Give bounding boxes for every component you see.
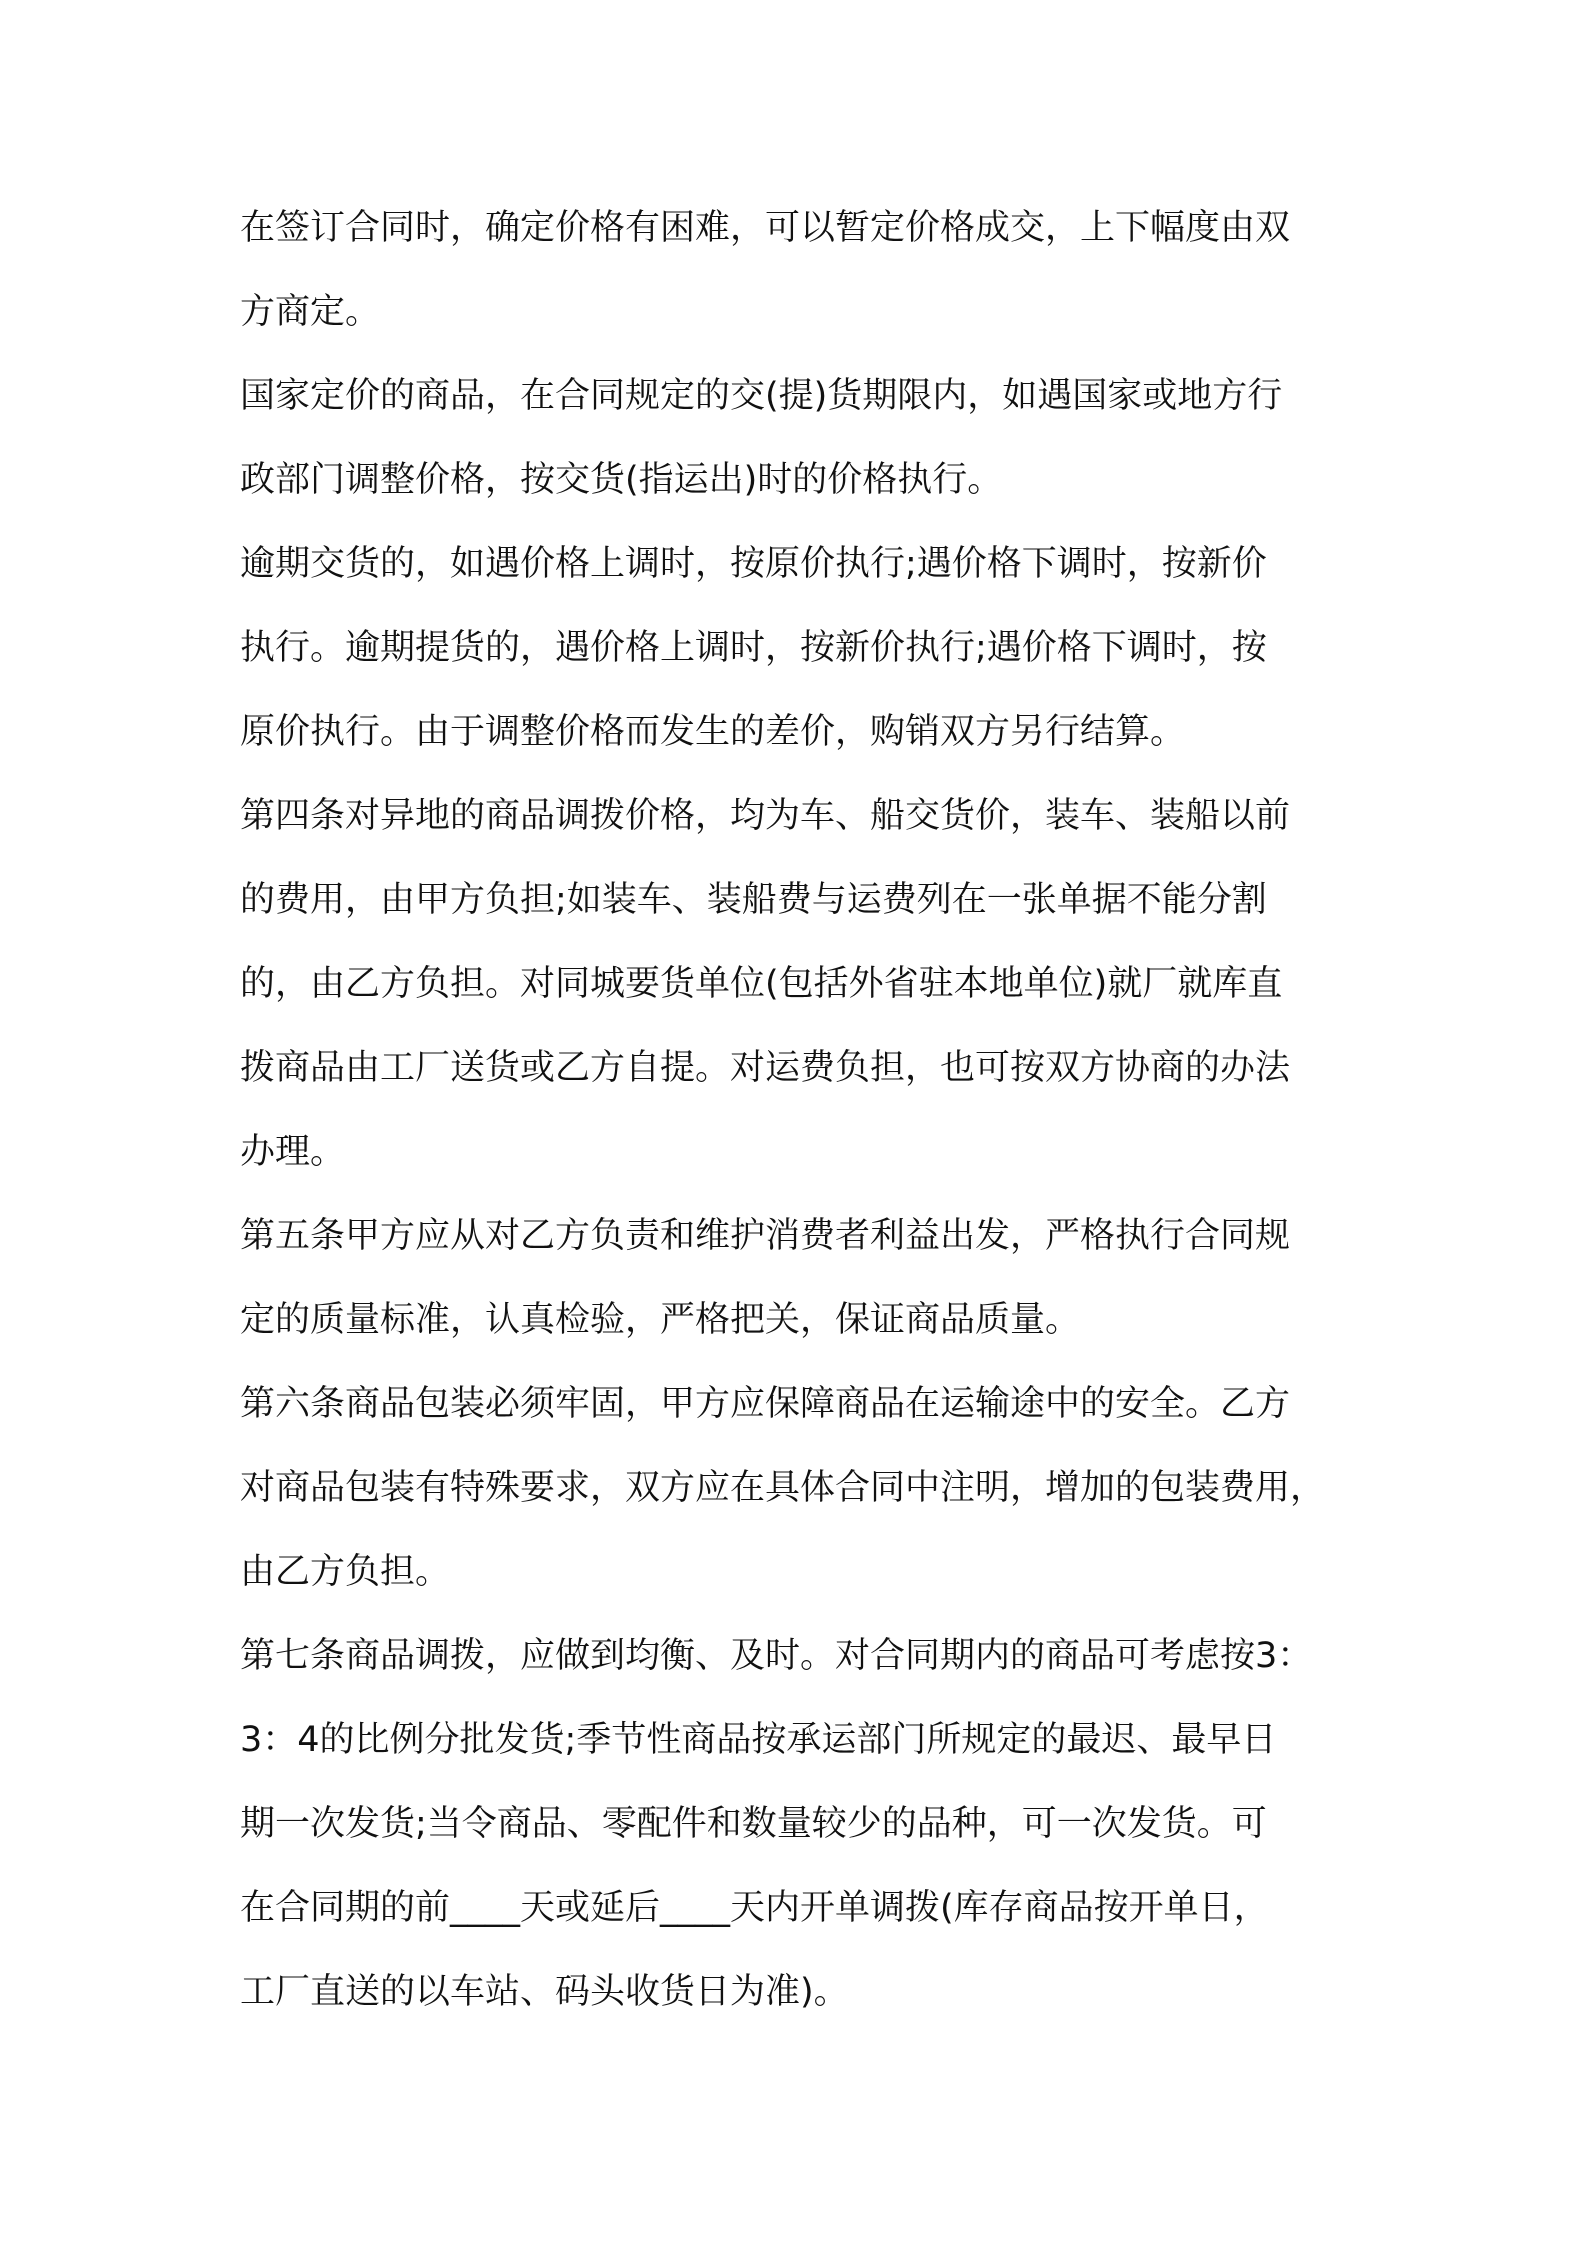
text-line: 期一次发货;当令商品、零配件和数量较少的品种，可一次发货。可 xyxy=(240,1804,1267,1844)
text-line: 原价执行。由于调整价格而发生的差价，购销双方另行结算。 xyxy=(240,712,1186,752)
text-line: 执行。逾期提货的，遇价格上调时，按新价执行;遇价格下调时，按 xyxy=(240,628,1267,668)
text-line: 第七条商品调拨，应做到均衡、及时。对合同期内的商品可考虑按3： xyxy=(240,1636,1313,1676)
text-line: 在签订合同时，确定价格有困难，可以暂定价格成交，上下幅度由双 xyxy=(240,208,1291,248)
text-line: 3：4的比例分批发货;季节性商品按承运部门所规定的最迟、最早日 xyxy=(240,1720,1277,1760)
text-line: 第四条对异地的商品调拨价格，均为车、船交货价，装车、装船以前 xyxy=(240,796,1291,836)
text-line: 对商品包装有特殊要求，双方应在具体合同中注明，增加的包装费用， xyxy=(240,1468,1326,1508)
text-line: 逾期交货的，如遇价格上调时，按原价执行;遇价格下调时，按新价 xyxy=(240,544,1267,584)
text-line: 工厂直送的以车站、码头收货日为准)。 xyxy=(240,1972,849,2012)
text-line: 拨商品由工厂送货或乙方自提。对运费负担，也可按双方协商的办法 xyxy=(240,1048,1291,1088)
text-line: 定的质量标准，认真检验，严格把关，保证商品质量。 xyxy=(240,1300,1081,1340)
text-line: 在合同期的前____天或延后____天内开单调拨(库存商品按开单日， xyxy=(240,1888,1269,1928)
text-line: 第六条商品包装必须牢固，甲方应保障商品在运输途中的安全。乙方 xyxy=(240,1384,1291,1424)
text-line: 政部门调整价格，按交货(指运出)时的价格执行。 xyxy=(240,460,1003,500)
text-line: 办理。 xyxy=(240,1132,346,1172)
text-line: 由乙方负担。 xyxy=(240,1552,451,1592)
text-line: 方商定。 xyxy=(240,292,381,332)
text-line: 的，由乙方负担。对同城要货单位(包括外省驻本地单位)就厂就库直 xyxy=(240,964,1283,1004)
text-line: 的费用，由甲方负担;如装车、装船费与运费列在一张单据不能分割 xyxy=(240,880,1267,920)
text-line: 第五条甲方应从对乙方负责和维护消费者利益出发，严格执行合同规 xyxy=(240,1216,1291,1256)
text-line: 国家定价的商品，在合同规定的交(提)货期限内，如遇国家或地方行 xyxy=(240,376,1283,416)
